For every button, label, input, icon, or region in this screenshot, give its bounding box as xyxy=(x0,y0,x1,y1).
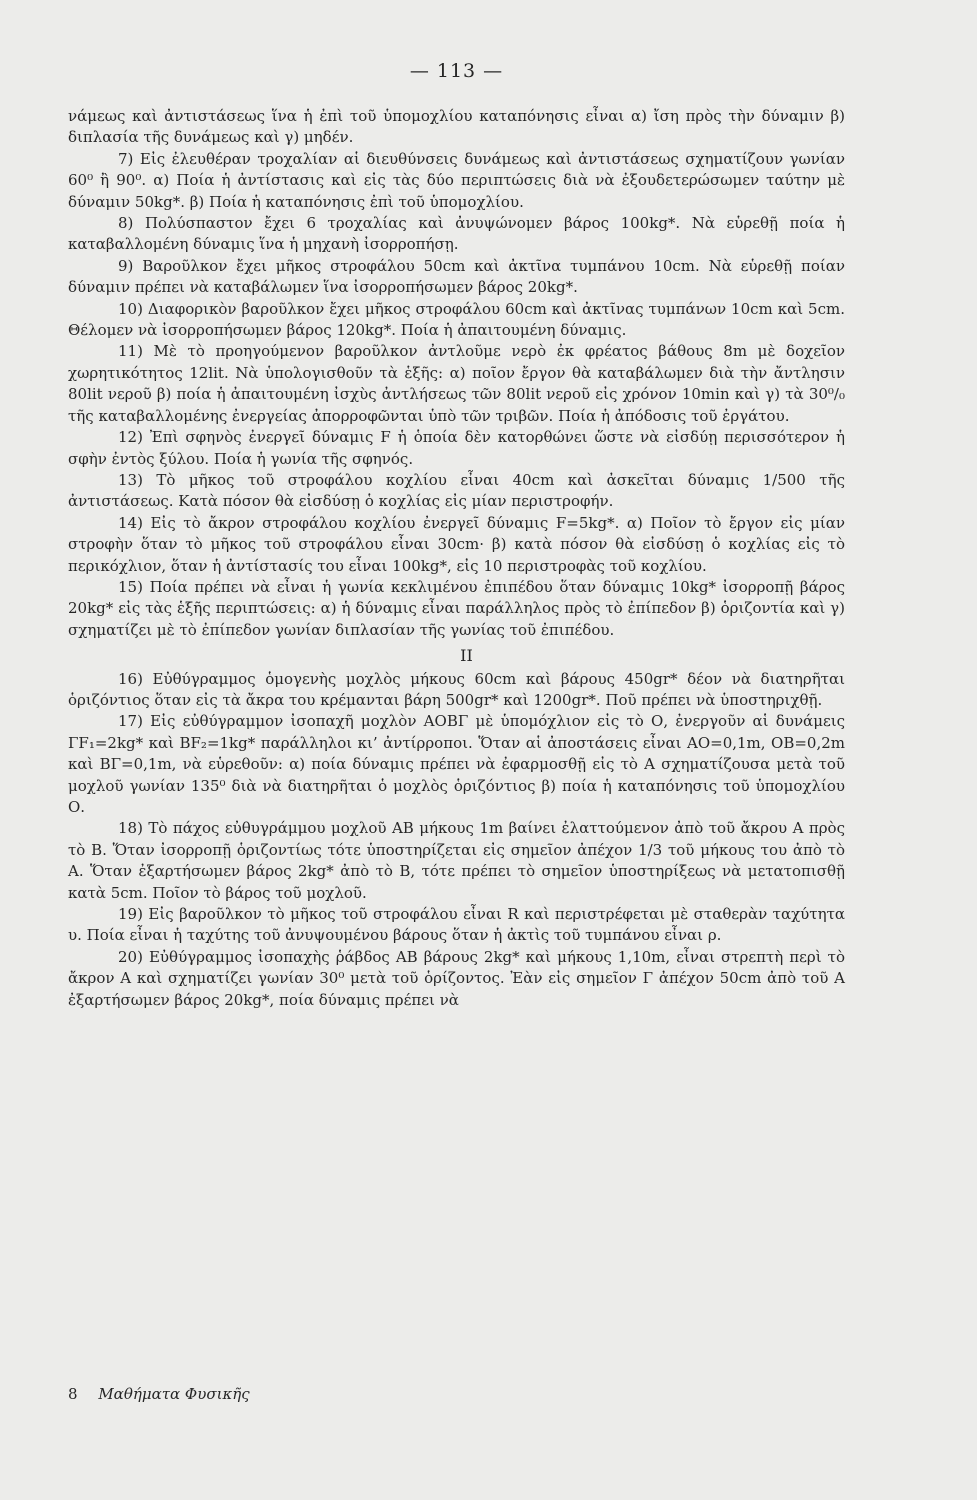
exercise-7: 7) Εἰς ἐλευθέραν τροχαλίαν αἱ διευθύνσεις δυνάμεως καὶ ἀντιστάσεως σχηματίζουν γωνίαν 60⁰ ἢ 90⁰. α) Ποία ἡ ἀντίστασις καὶ εἰς τὰς δύο περιπτώσεις διὰ νὰ ἐξουδετερώσωμεν ταύτην μὲ δύναμιν 50kg*. β) Ποία ἡ καταπόνησις ἐπὶ τοῦ ὑπομοχλίου. xyxy=(68,149,845,211)
exercise-19: 19) Εἰς βαροῦλκον τὸ μῆκος τοῦ στροφάλου εἶναι R καὶ περιστρέφεται μὲ σταθερὰν ταχύτητα υ. Ποία εἶναι ἡ ταχύτης τοῦ ἀνυψουμένου βάρους ὅταν ἡ ἀκτὶς τοῦ τυμπάνου εἶναι ρ. xyxy=(68,905,845,945)
signature-mark: 8 xyxy=(68,1385,78,1403)
exercise-9: 9) Βαροῦλκον ἔχει μῆκος στροφάλου 50cm καὶ ἀκτῖνα τυμπάνου 10cm. Νὰ εὑρεθῇ ποίαν δύναμιν πρέπει νὰ καταβάλωμεν ἵνα ἰσορροπήσωμεν βάρος 20kg*. xyxy=(68,256,845,297)
exercise-8: 8) Πολύσπαστον ἔχει 6 τροχαλίας καὶ ἀνυψώνομεν βάρος 100kg*. Νὰ εὑρεθῇ ποία ἡ καταβαλλομένη δύναμις ἵνα ἡ μηχανὴ ἰσορροπήσῃ. xyxy=(68,214,845,254)
exercise-18: 18) Τὸ πάχος εὐθυγράμμου μοχλοῦ ΑΒ μήκους 1m βαίνει ἐλαττούμενον ἀπὸ τοῦ ἄκρου Α πρὸς τὸ Β. Ὅταν ἰσορροπῇ ὁριζοντίως τότε ὑποστηρίζεται εἰς σημεῖον ἀπέχον 1/3 τοῦ μήκους του ἀπὸ τὸ Α. Ὅταν ἐξαρτήσωμεν βάρος 2kg* ἀπὸ τὸ Β, τότε πρέπει τὸ σημεῖον ὑποστηρίξεως νὰ μετατοπισθῇ κατὰ 5cm. Ποῖον τὸ βάρος τοῦ μοχλοῦ. xyxy=(68,819,845,902)
page-footer xyxy=(68,1385,250,1403)
exercise-14: 14) Εἰς τὸ ἄκρον στροφάλου κοχλίου ἐνεργεῖ δύναμις F=5kg*. α) Ποῖον τὸ ἔργον εἰς μίαν στροφὴν ὅταν τὸ μῆκος τοῦ στροφάλου εἶναι 30cm· β) κατὰ πόσον θὰ εἰσδύσῃ ὁ κοχλίας εἰς τὸ περικόχλιον, ὅταν ἡ ἀντίστασίς του εἶναι 100kg*, εἰς 10 περιστροφὰς τοῦ κοχλίου. xyxy=(68,513,845,575)
exercise-16: 16) Εὐθύγραμμος ὁμογενὴς μοχλὸς μήκους 60cm καὶ βάρους 450gr* δέον νὰ διατηρῆται ὁριζόντιος ὅταν εἰς τὰ ἄκρα του κρέμανται βάρη 500gr* καὶ 1200gr*. Ποῦ πρέπει νὰ ὑποστηριχθῇ. xyxy=(68,669,845,709)
exercise-20: 20) Εὐθύγραμμος ἰσοπαχὴς ῥάβδος ΑΒ βάρους 2kg* καὶ μήκους 1,10m, εἶναι στρεπτὴ περὶ τὸ ἄκρον Α καὶ σχηματίζει γωνίαν 30⁰ μετὰ τοῦ ὁρίζοντος. Ἐὰν εἰς σημεῖον Γ ἀπέχον 50cm ἀπὸ τοῦ Α ἐξαρτήσωμεν βάρος 20kg*, ποία δύναμις πρέπει νὰ xyxy=(68,947,845,1009)
exercise-13: 13) Τὸ μῆκος τοῦ στροφάλου κοχλίου εἶναι 40cm καὶ ἀσκεῖται δύναμις 1/500 τῆς ἀντιστάσεως. Κατὰ πόσον θὰ εἰσδύσῃ ὁ κοχλίας εἰς μίαν περιστροφήν. xyxy=(68,470,845,511)
book-title: Μαθήματα Φυσικῆς xyxy=(98,1385,250,1403)
section-heading: II xyxy=(460,646,473,666)
paragraph: νάμεως καὶ ἀντιστάσεως ἵνα ἡ ἐπὶ τοῦ ὑπομοχλίου καταπόνησις εἶναι α) ἴση πρὸς τὴν δύναμιν β) διπλασία τῆς δυνάμεως καὶ γ) μηδέν. xyxy=(68,107,845,147)
exercise-17: 17) Εἰς εὐθύγραμμον ἰσοπαχῆ μοχλὸν ΑΟΒΓ μὲ ὑπομόχλιον εἰς τὸ Ο, ἐνεργοῦν αἱ δυνάμεις ΓF₁=2kg* καὶ ΒF₂=1kg* παράλληλοι κι’ ἀντίρροποι. Ὅταν αἱ ἀποστάσεις εἶναι ΑΟ=0,1m, ΟΒ=0,2m καὶ ΒΓ=0,1m, νὰ εὑρεθοῦν: α) ποία δύναμις πρέπει νὰ ἐφαρμοσθῇ εἰς τὸ Α σχηματίζουσα μετὰ τοῦ μοχλοῦ γωνίαν 135⁰ διὰ νὰ διατηρῆται ὁ μοχλὸς ὁριζόντιος β) ποία ἡ καταπόνησις τοῦ ὑπομοχλίου Ο. xyxy=(68,712,845,816)
exercise-12: 12) Ἐπὶ σφηνὸς ἐνεργεῖ δύναμις F ἡ ὁποία δὲν κατορθώνει ὥστε νὰ εἰσδύῃ περισσότερον ἡ σφὴν ἐντὸς ξύλου. Ποία ἡ γωνία τῆς σφηνός. xyxy=(68,428,845,468)
body-text xyxy=(68,106,845,1011)
exercise-11: 11) Μὲ τὸ προηγούμενον βαροῦλκον ἀντλοῦμε νερὸ ἐκ φρέατος βάθους 8m μὲ δοχεῖον χωρητικότητος 12lit. Νὰ ὑπολογισθοῦν τὰ ἑξῆς: α) ποῖον ἔργον θὰ καταβάλωμεν διὰ τὴν ἄντλησιν 80lit νεροῦ β) ποία ἡ ἀπαιτουμένη ἰσχὺς ἀντλήσεως τῶν 80lit νεροῦ εἰς χρόνον 10min καὶ γ) τὰ 30⁰/₀ τῆς καταβαλλομένης ἐνεργείας ἀπορροφῶνται ὑπὸ τῶν τριβῶν. Ποία ἡ ἀπόδοσις τοῦ ἐργάτου. xyxy=(68,342,845,425)
exercise-15: 15) Ποία πρέπει νὰ εἶναι ἡ γωνία κεκλιμένου ἐπιπέδου ὅταν δύναμις 10kg* ἰσορροπῇ βάρος 20kg* εἰς τὰς ἑξῆς περιπτώσεις: α) ἡ δύναμις εἶναι παράλληλος πρὸς τὸ ἐπίπεδον β) ὁριζοντία καὶ γ) σχηματίζει μὲ τὸ ἐπίπεδον γωνίαν διπλασίαν τῆς γωνίας τοῦ ἐπιπέδου. xyxy=(68,577,845,639)
exercise-10: 10) Διαφορικὸν βαροῦλκον ἔχει μῆκος στροφάλου 60cm καὶ ἀκτῖνας τυμπάνων 10cm καὶ 5cm. Θέλομεν νὰ ἰσορροπήσωμεν βάρος 120kg*. Ποία ἡ ἀπαιτουμένη δύναμις. xyxy=(68,299,845,340)
page-number: — 113 — xyxy=(409,60,504,82)
